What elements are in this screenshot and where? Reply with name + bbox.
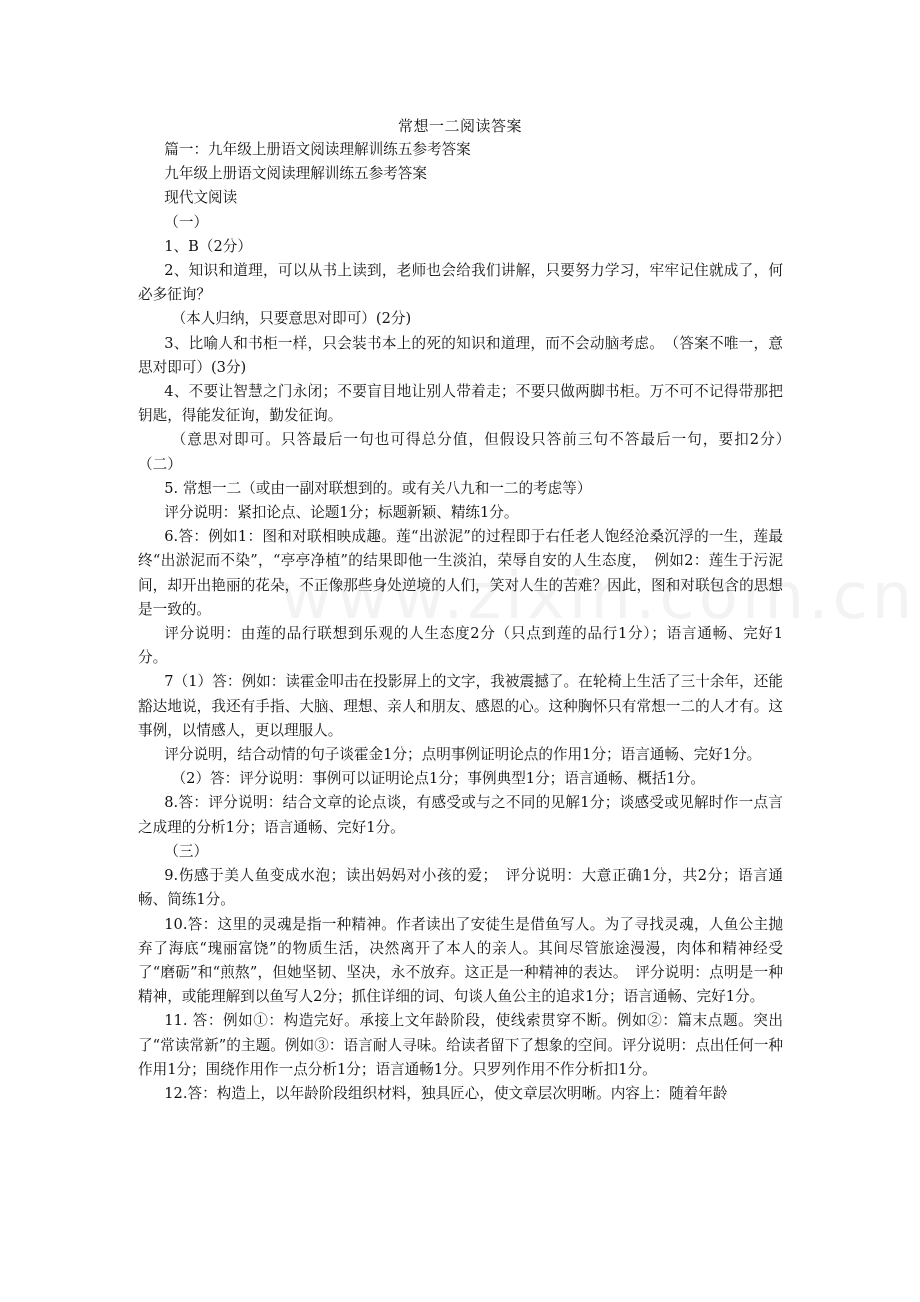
paragraph: 3、比喻人和书柜一样，只会装书本上的死的知识和道理，而不会动脑考虑。 （答案不唯一，意思对即可）(3分) bbox=[138, 334, 783, 376]
paragraph: 1、B（2分） bbox=[164, 237, 252, 255]
paragraph: （2）答：评分说明：事例可以证明论点1分；事例典型1分；语言通畅、概括1分。 bbox=[171, 770, 705, 788]
paragraph: 现代文阅读 bbox=[164, 189, 238, 207]
paragraph: （意思对即可。只答最后一句也可得总分值，但假设只答前三句不答最后一句，要扣2分） （二） bbox=[138, 431, 798, 473]
paragraph: 9.伤感于美人鱼变成水泡；读出妈妈对小孩的爱； 评分说明：大意正确1分，共2分；语言通畅、简练1分。 bbox=[138, 867, 783, 909]
paragraph: 11. 答：例如①：构造完好。承接上文年龄阶段，使线索贯穿不断。例如②：篇末点题。突出了“常读常新”的主题。例如③：语言耐人寻味。给读者留下了想象的空间。评分说明：点出任何一种作用1分；围绕作用作一点分析1分；语言通畅1分。只罗列作用不作分析扣1分。 bbox=[138, 1012, 783, 1078]
paragraph: （本人归纳，只要意思对即可）(2分) bbox=[171, 310, 412, 328]
paragraph: 4、不要让智慧之门永闭；不要盲目地让别人带着走；不要只做两脚书柜。万不可不记得带那把钥匙，得能发征询，勤发征询。 bbox=[138, 383, 783, 425]
document-body bbox=[138, 138, 798, 1106]
paragraph: 评分说明：由莲的品行联想到乐观的人生态度2分（只点到莲的品行1分）；语言通畅、完好1分。 bbox=[138, 625, 783, 667]
paragraph: 2、知识和道理，可以从书上读到，老师也会给我们讲解，只要努力学习，牢牢记住就成了，何必多征询？ bbox=[138, 262, 783, 304]
paragraph: 6.答：例如1：图和对联相映成趣。莲“出淤泥”的过程即于右任老人饱经沧桑沉浮的一生，莲最终“出淤泥而不染”，“亭亭净植”的结果即他一生淡泊，荣辱自安的人生态度， 例如2：莲生于污泥间，却开出艳丽的花朵，不正像那些身处逆境的人们，笑对人生的苦难？因此，图和对联包含的思想是一致的。 bbox=[138, 528, 783, 618]
paragraph: 10.答：这里的灵魂是指一种精神。作者读出了安徒生是借鱼写人。为了寻找灵魂，人鱼公主抛弃了海底“瑰丽富饶”的物质生活，决然离开了本人的亲人。其间尽管旅途漫漫，肉体和精神经受了“磨砺”和“煎熬”，但她坚韧、坚决，永不放弃。这正是一种精神的表达。 评分说明：点明是一种精神，或能理解到以鱼写人2分；抓住详细的词、句谈人鱼公主的追求1分；语言通畅、完好1分。 bbox=[138, 915, 783, 1006]
page-title: 常想一二阅读答案 bbox=[397, 117, 522, 135]
paragraph: 5. 常想一二（或由一副对联想到的。或有关八九和一二的考虑等） bbox=[164, 479, 592, 497]
paragraph: （一） bbox=[164, 213, 209, 231]
paragraph: 7（1）答：例如：读霍金叩击在投影屏上的文字，我被震撼了。在轮椅上生活了三十余年，还能豁达地说，我还有手指、大脑、理想、亲人和朋友、感恩的心。这种胸怀只有常想一二的人才有。这事例，以情感人，更以理服人。 bbox=[138, 673, 783, 739]
paragraph: （三） bbox=[164, 842, 209, 860]
paragraph: 12.答：构造上，以年龄阶段组织材料，独具匠心，使文章层次明晰。内容上：随着年龄 bbox=[164, 1084, 728, 1102]
paragraph: 评分说明，结合动情的句子谈霍金1分；点明事例证明论点的作用1分；语言通畅、完好1分。 bbox=[164, 746, 762, 764]
paragraph: 篇一：九年级上册语文阅读理解训练五参考答案 bbox=[164, 141, 471, 158]
paragraph: 评分说明：紧扣论点、论题1分；标题新颖、精练1分。 bbox=[164, 504, 519, 522]
paragraph: 8.答：评分说明：结合文章的论点谈，有感受或与之不同的见解1分；谈感受或见解时作一点言之成理的分析1分；语言通畅、完好1分。 bbox=[138, 794, 783, 836]
paragraph: 九年级上册语文阅读理解训练五参考答案 bbox=[164, 165, 427, 183]
